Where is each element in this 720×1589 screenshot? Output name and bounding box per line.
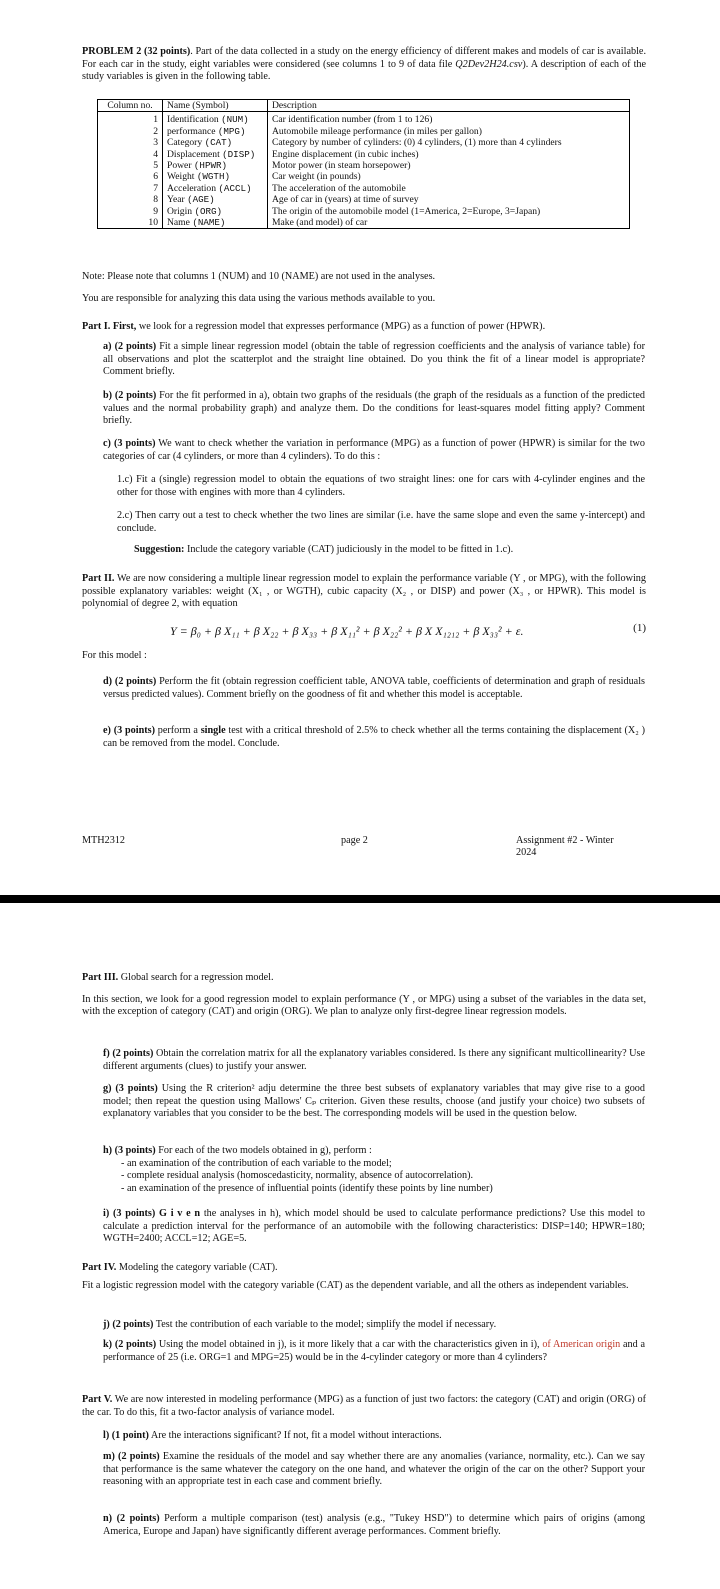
table-row [98,160,629,171]
problem-intro: PROBLEM 2 (32 points). Part of the data collected in a study on the energy efficiency of different makes and models of car is available. For each car in the study, eight variables were considered (see columns 1 to 9 of data file Q2Dev2H24.csv). A description of each of the study variables is given in the following table. [82,46,647,83]
part-2: Part II. We are now considering a multiple linear regression model to explain the performance variable (Y , or MPG), with the following possible explanatory variables: weight (X₁ , or WGTH), cubic capacity (X₂ , or DISP) and power (X₃ , or HPWR). This model is polynomial of degree 2, with equation [82,573,646,610]
variable-label: Name [167,217,190,229]
question-m: m) (2 points) Examine the residuals of the model and say whether there are any anomalies (variance, normality, etc.). Can we say that performance is the same whatever the category on the one hand, and whatever the origin of the car on the other? Support your reasoning with an appropriate test in each case and comment briefly. [103,1451,645,1488]
variable-description: Automobile mileage performance (in miles per gallon) [272,125,482,137]
question-b: b) (2 points) For the fit performed in a), obtain two graphs of the residuals (the graph of the residuals as a function of the predicted values and the normal probability graph) and analyze them. Do the conditions for least-squares model fitting apply? Comment briefly. [103,390,646,427]
variable-symbol: (WGTH) [196,171,230,183]
part-4-intro: Fit a logistic regression model with the category variable (CAT) as the dependent variable, and all the others as independent variables. [82,1279,629,1291]
column-number: 2 [98,126,163,137]
variable-symbol: (MPG) [217,125,246,137]
column-number: 5 [98,160,163,171]
variable-name [163,149,268,160]
table-header: Description [268,100,630,112]
variable-name [163,126,268,137]
variable-symbol: (HPWR) [193,160,228,172]
note: Note: Please note that columns 1 (NUM) and 10 (NAME) are not used in the analyses. You are responsible for analyzing this data using the various methods available to you. [82,271,646,305]
for-this-model: For this model : [82,650,147,661]
column-number: 3 [98,137,163,148]
question-n: n) (2 points) Perform a multiple comparison (test) analysis (e.g., "Tukey HSD") to determine which pairs of origins (among America, Europe and Japan) have significantly different average performances. Comment briefly. [103,1513,646,1537]
variable-description: Engine displacement (in cubic inches) [272,148,419,160]
variable-description: Category by number of cylinders: (0) 4 cylinders, (1) more than 4 cylinders [272,137,562,149]
variable-label: Displacement [167,148,220,160]
question-a: a) (2 points) Fit a simple linear regression model (obtain the table of regression coefficients and the analysis of variance table) for all observations and plot the scatterplot and the straight line obtained. Do you think the fit of a linear model is appropriate? Comment briefly. [103,341,645,378]
variable-description: The acceleration of the automobile [272,182,406,194]
part-5: Part V. We are now interested in modeling performance (MPG) as a function of just two factors: the category (CAT) and origin (ORG) of the car. To do this, fit a two-factor analysis of variance model. [82,1394,646,1418]
table-row [98,206,629,217]
variable-label: Origin [167,205,193,217]
table-row [98,217,629,228]
variable-description: Make (and model) of car [272,217,368,229]
variable-description: The origin of the automobile model (1=America, 2=Europe, 3=Japan) [272,205,541,217]
variable-symbol: (NAME) [192,217,226,229]
problem-title: PROBLEM 2 (32 points) [82,46,191,57]
variable-label: performance [167,125,216,137]
page-separator [0,895,720,903]
variable-description: Motor power (in steam horsepower) [272,160,411,172]
footer-assignment: Assignment #2 - Winter 2024 [516,835,614,858]
variable-label: Power [167,160,192,172]
column-number: 10 [98,217,163,228]
table-row [98,171,629,182]
variables-table [97,99,630,229]
column-number: 8 [98,194,163,205]
equation: Y = β₀ + β X₁₁ + β X₂₂ + β X₃₃ + β X₁₁² + β X₂₂² + β X X₁₂₁₂ + β X₃₃² + ε. [170,624,524,638]
table-row [98,137,629,148]
variable-name [163,183,268,194]
question-e: e) (3 points) perform a single test with a critical threshold of 2.5% to check whether all the terms containing the displacement (X₂ ) can be removed from the model. Conclude. [103,725,646,749]
part-1: Part I. First, we look for a regression model that expresses performance (MPG) as a function of power (HPWR). [82,321,546,332]
variable-label: Weight [167,171,195,183]
column-number: 4 [98,149,163,160]
table-row [98,183,629,194]
question-g: g) (3 points) Using the R criterion² adju determine the three best subsets of explanatory variables that may give rise to a good model; then repeat the question using Mallows' Cₚ criterion. Given these results, choose (and justify your choice) two subsets of explanatory variables that you consider to be the best. The corresponding models will be used in the question below. [103,1083,645,1120]
variable-symbol: (NUM) [221,114,249,126]
list-item: - complete residual analysis (homoscedasticity, normality, absence of autocorrelation). [121,1170,474,1182]
page-2 [0,903,720,1589]
variable-symbol: (ACCL) [218,182,252,194]
variable-name [163,194,268,205]
variable-name [163,217,268,228]
question-c2: 2.c) Then carry out a test to check whether the two lines are similar (i.e. have the same slope and even the same y-intercept) and conclude. [117,510,645,534]
variable-symbol: (CAT) [204,137,233,149]
column-number: 1 [98,112,163,126]
variable-name [163,206,268,217]
highlight-american-origin: of American origin [542,1339,621,1350]
question-l: l) (1 point) Are the interactions significant? If not, fit a model without interactions. [103,1430,442,1441]
part-4: Part IV. Modeling the category variable (CAT). Fit a logistic regression model with the category variable (CAT) as the dependent variable, and all the others as independent variables. [82,1262,646,1292]
variable-symbol: (DISP) [222,148,256,160]
suggestion: Suggestion: Include the category variable (CAT) judiciously in the model to be fitted in 1.c). [134,544,514,555]
equation-1 [170,622,646,640]
table-row [98,126,629,137]
variable-name [163,171,268,182]
variable-description: Car weight (in pounds) [272,171,361,183]
column-number: 7 [98,183,163,194]
question-j: j) (2 points) Test the contribution of each variable to the model; simplify the model if necessary. [103,1319,497,1330]
variable-name [163,112,268,126]
question-h: h) (3 points) For each of the two models obtained in g), perform : - an examination of the contribution of each variable to the model; - complete residual analysis (homoscedasticity, normality, absence of autocorrelation). - an examination of the presence of influential points (identify these points by line number) [103,1145,645,1195]
footer-page: page 2 [341,835,368,846]
variable-name [163,160,268,171]
variable-description: Car identification number (from 1 to 126) [272,114,433,126]
question-c: c) (3 points) We want to check whether the variation in performance (MPG) as a function of power (HPWR) is similar for the two categories of car (4 cylinders, or more than 4 cylinders). To do this : [103,438,645,462]
variable-symbol: (ORG) [194,205,223,217]
variable-label: Year [167,194,185,206]
part-3-intro: In this section, we look for a good regression model to explain performance (Y , or MPG) using a subset of the variables in the data set, with the exception of category (CAT) and origin (ORG). We plan to analyze only first-degree linear regression models. [82,993,646,1018]
table-row [98,149,629,160]
question-f: f) (2 points) Obtain the correlation matrix for all the explanatory variables considered. Is there any significant multicollinearity? Use different arguments (clues) to justify your answer. [103,1048,646,1072]
question-c1: 1.c) Fit a (single) regression model to obtain the equations of two straight lines: one for cars with 4-cylinder engines and the other for those with engines with more than 4 cylinders. [117,474,645,498]
column-number: 9 [98,206,163,217]
table-header: Column no. [98,100,163,112]
table-header: Name (Symbol) [163,100,268,112]
footer-course: MTH2312 [82,835,126,846]
variable-description: Age of car in (years) at time of survey [272,194,419,206]
question-i: i) (3 points) G i v e n the analyses in h), which model should be used to calculate performance predictions? Use this model to calculate a prediction interval for the performance of an automobile with the following characteristics: DISP=140; HPWR=180; WGTH=2400; ACCL=12; AGE=5. [103,1208,646,1245]
table-row [98,112,629,126]
variable-label: Category [167,137,203,149]
variable-label: Identification [167,114,219,126]
table-row [98,194,629,205]
question-k: k) (2 points) Using the model obtained in j), is it more likely that a car with the characteristics given in i), of American origin and a performance of 25 (i.e. ORG=1 and MPG=25) would be in the 4-cylinder category or more than 4 cylinders? [103,1339,646,1363]
column-number: 6 [98,171,163,182]
list-item: - an examination of the contribution of each variable to the model; [121,1157,392,1169]
part-3: Part III. Global search for a regression model. In this section, we look for a good regression model to explain performance (Y , or MPG) using a subset of the variables in the data set, with the exception of category (CAT) and origin (ORG). We plan to analyze only first-degree linear regression models. [82,972,646,1018]
question-d: d) (2 points) Perform the fit (obtain regression coefficient table, ANOVA table, coefficients of determination and graph of residuals versus predicted values). Comment briefly on the goodness of fit and whether this model is acceptable. [103,676,645,700]
equation-number: (1) [633,622,646,634]
variable-symbol: (AGE) [187,194,215,206]
variable-name [163,137,268,148]
responsible-text: You are responsible for analyzing this data using the various methods available to you. [82,292,436,304]
question-h-list [121,1158,645,1196]
list-item: - an examination of the presence of influential points (identify these points by line number) [121,1182,493,1194]
variable-label: Acceleration [167,182,217,194]
